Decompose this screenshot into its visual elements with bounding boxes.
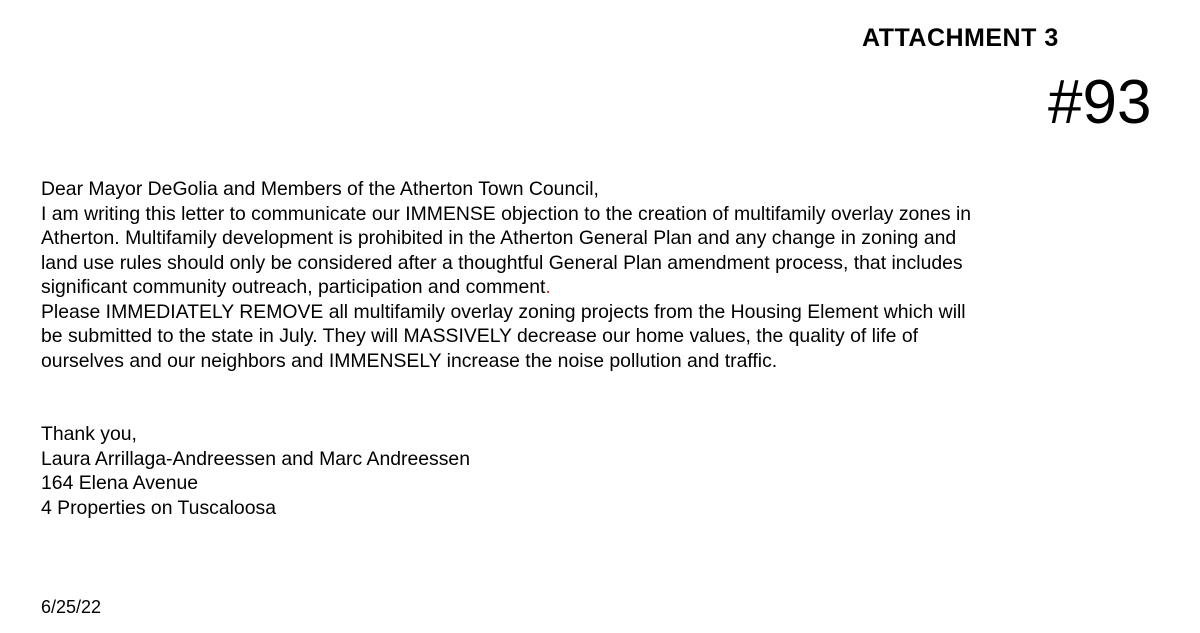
paragraph-line: be submitted to the state in July. They will MASSIVELY decrease our home values, the quality of life of xyxy=(41,325,918,347)
spacer xyxy=(41,373,971,422)
properties-note: 4 Properties on Tuscaloosa xyxy=(41,496,276,519)
paragraph-line: Atherton. Multifamily development is prohibited in the Atherton General Plan and any change in zoning and xyxy=(41,227,957,249)
letter-date: 6/25/22 xyxy=(41,597,102,617)
signatories: Laura Arrillaga-Andreessen and Marc Andreessen xyxy=(41,447,470,470)
address: 164 Elena Avenue xyxy=(41,472,199,494)
paragraph-line: I am writing this letter to communicate our IMMENSE objection to the creation of multifamily overlay zones in xyxy=(41,202,972,225)
letter-body xyxy=(41,177,971,520)
document-number: #93 xyxy=(1048,68,1152,137)
closing: Thank you, xyxy=(41,423,137,445)
paragraph-line: Please IMMEDIATELY REMOVE all multifamily overlay zoning projects from the Housing Element which will xyxy=(41,300,966,323)
attachment-label: ATTACHMENT 3 xyxy=(862,24,1059,52)
paragraph-line: ourselves and our neighbors and IMMENSELY increase the noise pollution and traffic. xyxy=(41,349,778,372)
paragraph-line: significant community outreach, participation and comment xyxy=(41,276,546,298)
red-period-mark: . xyxy=(545,276,551,298)
paragraph-line-with-mark xyxy=(41,275,971,300)
salutation: Dear Mayor DeGolia and Members of the Atherton Town Council, xyxy=(41,178,599,200)
paragraph-line: land use rules should only be considered after a thoughtful General Plan amendment process, that includes xyxy=(41,251,963,274)
